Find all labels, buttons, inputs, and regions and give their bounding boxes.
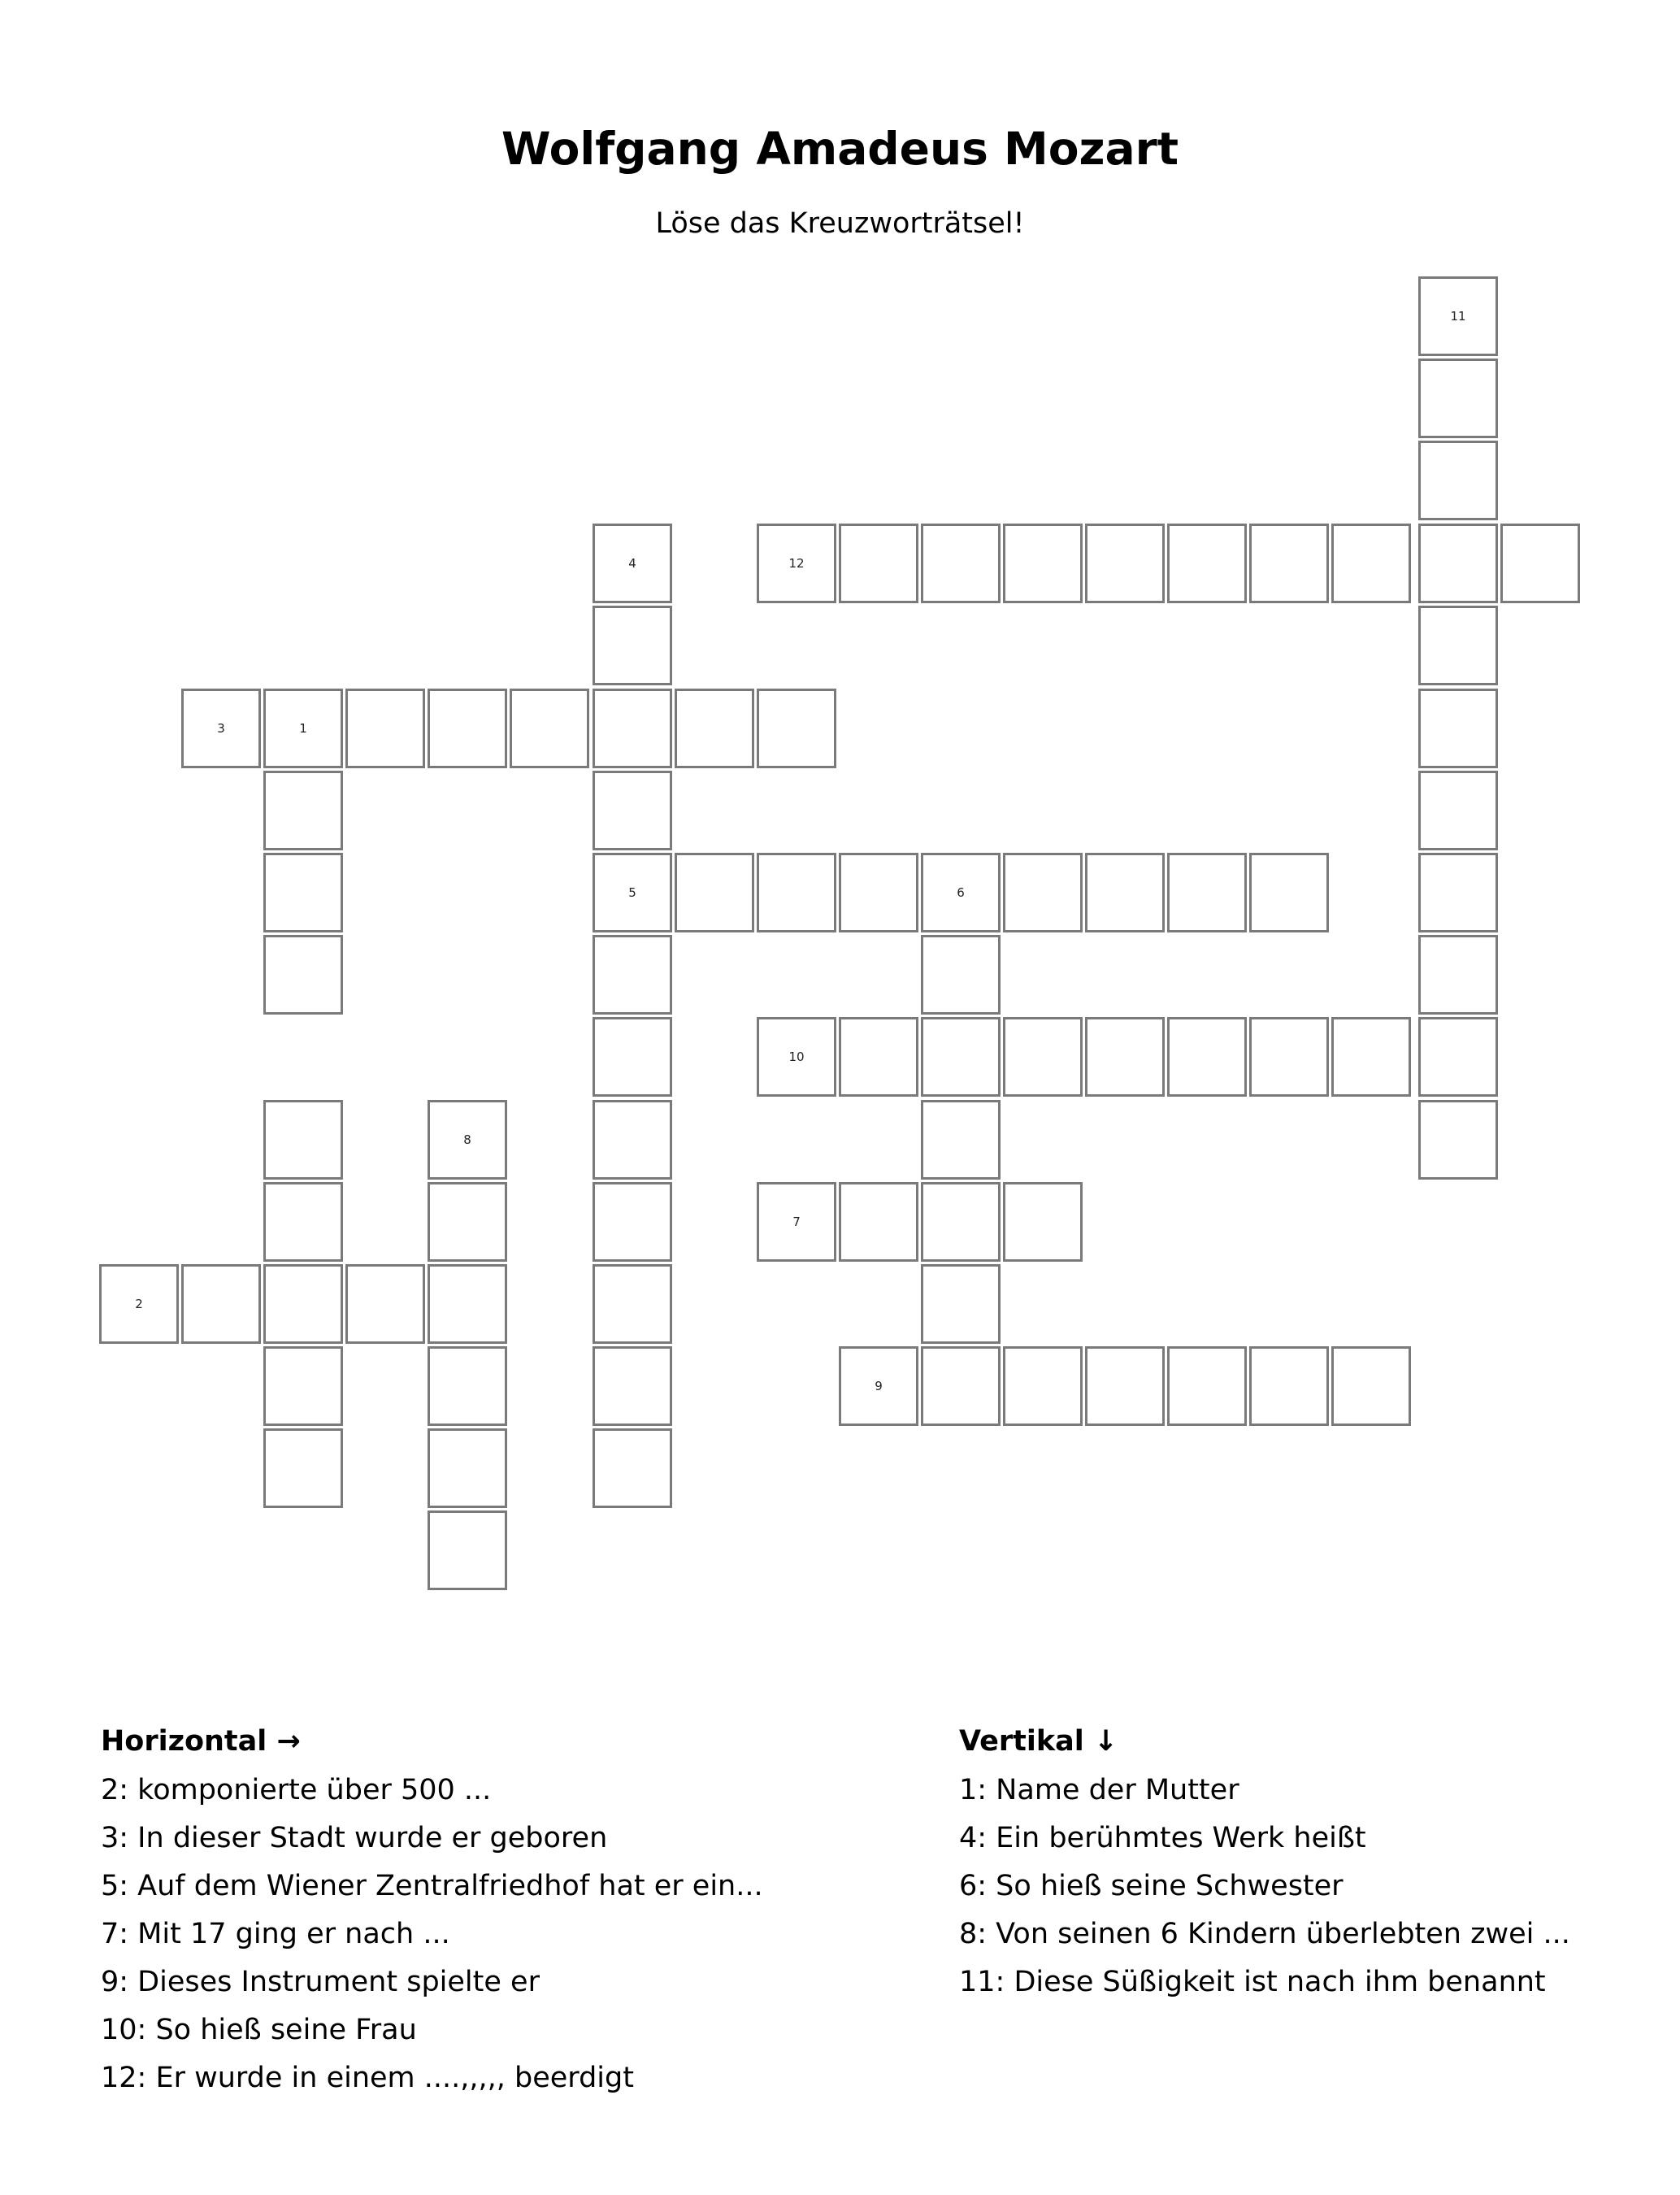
clue-horizontal-12: 12: Er wurde in einem ....,,,,, beerdigt	[101, 2062, 634, 2094]
crossword-cell[interactable]	[1085, 1017, 1165, 1097]
crossword-cell[interactable]	[593, 771, 672, 850]
crossword-cell[interactable]	[593, 1100, 672, 1180]
crossword-cell[interactable]	[1418, 276, 1498, 356]
crossword-cell[interactable]	[921, 1100, 1001, 1180]
crossword-cell[interactable]	[921, 853, 1001, 932]
crossword-cell[interactable]	[675, 853, 754, 932]
clue-number: 11	[1450, 309, 1466, 324]
clue-vertical-8: 8: Von seinen 6 Kindern überlebten zwei ...	[959, 1918, 1570, 1950]
crossword-cell[interactable]	[593, 1428, 672, 1508]
crossword-cell[interactable]	[757, 1017, 836, 1097]
crossword-cell[interactable]	[1167, 524, 1247, 603]
crossword-cell[interactable]	[1418, 853, 1498, 932]
crossword-cell[interactable]	[593, 1264, 672, 1344]
crossword-cell[interactable]	[99, 1264, 179, 1344]
crossword-cell[interactable]	[757, 524, 836, 603]
crossword-cell[interactable]	[921, 1017, 1001, 1097]
crossword-cell[interactable]	[1418, 359, 1498, 438]
crossword-cell[interactable]	[428, 1100, 507, 1180]
crossword-cell[interactable]	[263, 935, 343, 1015]
clue-horizontal-5: 5: Auf dem Wiener Zentralfriedhof hat er ein...	[101, 1870, 763, 1902]
crossword-cell[interactable]	[181, 1264, 261, 1344]
crossword-cell[interactable]	[428, 689, 507, 768]
crossword-cell[interactable]	[839, 853, 918, 932]
crossword-cell[interactable]	[345, 1264, 425, 1344]
crossword-cell[interactable]	[1331, 1017, 1411, 1097]
crossword-cell[interactable]	[757, 1182, 836, 1262]
crossword-cell[interactable]	[1003, 853, 1083, 932]
crossword-cell[interactable]	[1418, 606, 1498, 685]
horizontal-heading: Horizontal →	[101, 1725, 301, 1758]
crossword-cell[interactable]	[839, 1017, 918, 1097]
vertical-heading: Vertikal ↓	[959, 1725, 1118, 1758]
clue-number: 6	[957, 885, 965, 900]
crossword-cell[interactable]	[921, 1264, 1001, 1344]
crossword-cell[interactable]	[1418, 524, 1498, 603]
crossword-cell[interactable]	[428, 1182, 507, 1262]
crossword-cell[interactable]	[1500, 524, 1580, 603]
crossword-cell[interactable]	[593, 524, 672, 603]
clue-vertical-4: 4: Ein berühmtes Werk heißt	[959, 1822, 1366, 1854]
crossword-cell[interactable]	[1249, 853, 1329, 932]
page-title: Wolfgang Amadeus Mozart	[501, 123, 1179, 175]
clue-number: 12	[788, 556, 805, 571]
crossword-cell[interactable]	[263, 1264, 343, 1344]
crossword-cell[interactable]	[839, 524, 918, 603]
crossword-cell[interactable]	[1418, 689, 1498, 768]
crossword-cell[interactable]	[263, 1428, 343, 1508]
horizontal-clues	[101, 1722, 763, 2106]
crossword-cell[interactable]	[263, 1182, 343, 1262]
crossword-cell[interactable]	[1003, 524, 1083, 603]
crossword-cell[interactable]	[1003, 1017, 1083, 1097]
crossword-cell[interactable]	[675, 689, 754, 768]
crossword-cell[interactable]	[1085, 524, 1165, 603]
crossword-cell[interactable]	[510, 689, 589, 768]
clue-number: 7	[792, 1215, 801, 1229]
crossword-cell[interactable]	[263, 853, 343, 932]
crossword-cell[interactable]	[757, 689, 836, 768]
crossword-cell[interactable]	[593, 1346, 672, 1426]
crossword-cell[interactable]	[839, 1346, 918, 1426]
clue-number: 8	[463, 1132, 471, 1147]
crossword-cell[interactable]	[1249, 1017, 1329, 1097]
crossword-cell[interactable]	[593, 606, 672, 685]
crossword-cell[interactable]	[428, 1264, 507, 1344]
crossword-cell[interactable]	[1418, 935, 1498, 1015]
crossword-cell[interactable]	[1249, 1346, 1329, 1426]
crossword-cell[interactable]	[1085, 1346, 1165, 1426]
crossword-cell[interactable]	[1085, 853, 1165, 932]
crossword-cell[interactable]	[428, 1346, 507, 1426]
clue-number: 5	[628, 885, 636, 900]
clue-horizontal-2: 2: komponierte über 500 ...	[101, 1774, 492, 1806]
crossword-cell[interactable]	[263, 1100, 343, 1180]
crossword-cell[interactable]	[1167, 1346, 1247, 1426]
clue-vertical-11: 11: Diese Süßigkeit ist nach ihm benannt	[959, 1966, 1546, 1998]
crossword-cell[interactable]	[921, 524, 1001, 603]
crossword-cell[interactable]	[1331, 1346, 1411, 1426]
crossword-cell[interactable]	[263, 1346, 343, 1426]
clue-horizontal-3: 3: In dieser Stadt wurde er geboren	[101, 1822, 608, 1854]
clue-number: 10	[788, 1050, 805, 1064]
clue-horizontal-7: 7: Mit 17 ging er nach ...	[101, 1918, 450, 1950]
clue-vertical-6: 6: So hieß seine Schwester	[959, 1870, 1344, 1902]
clue-number: 2	[135, 1297, 143, 1311]
crossword-cell[interactable]	[757, 853, 836, 932]
clue-number: 9	[875, 1379, 883, 1393]
crossword-cell[interactable]	[1003, 1346, 1083, 1426]
clue-horizontal-10: 10: So hieß seine Frau	[101, 2014, 417, 2046]
crossword-cell[interactable]	[593, 853, 672, 932]
crossword-cell[interactable]	[1003, 1182, 1083, 1262]
crossword-cell[interactable]	[345, 689, 425, 768]
crossword-cell[interactable]	[1418, 1017, 1498, 1097]
crossword-cell[interactable]	[1418, 771, 1498, 850]
crossword-cell[interactable]	[1418, 441, 1498, 520]
crossword-cell[interactable]	[428, 1428, 507, 1508]
clue-horizontal-9: 9: Dieses Instrument spielte er	[101, 1966, 540, 1998]
clue-vertical-1: 1: Name der Mutter	[959, 1774, 1239, 1806]
crossword-cell[interactable]	[921, 935, 1001, 1015]
crossword-cell[interactable]	[593, 689, 672, 768]
page-subtitle: Löse das Kreuzworträtsel!	[655, 207, 1025, 240]
crossword-cell[interactable]	[1418, 1100, 1498, 1180]
crossword-cell[interactable]	[1331, 524, 1411, 603]
crossword-cell[interactable]	[921, 1346, 1001, 1426]
crossword-cell[interactable]	[428, 1510, 507, 1590]
crossword-cell[interactable]	[263, 689, 343, 768]
crossword-cell[interactable]	[181, 689, 261, 768]
vertical-clues	[959, 1722, 1570, 2010]
crossword-cell[interactable]	[593, 1182, 672, 1262]
crossword-cell[interactable]	[1167, 1017, 1247, 1097]
crossword-cell[interactable]	[263, 771, 343, 850]
crossword-cell[interactable]	[1167, 853, 1247, 932]
crossword-cell[interactable]	[593, 1017, 672, 1097]
clue-number: 1	[299, 721, 307, 736]
clue-number: 4	[628, 556, 636, 571]
crossword-cell[interactable]	[1249, 524, 1329, 603]
crossword-cell[interactable]	[593, 935, 672, 1015]
crossword-cell[interactable]	[921, 1182, 1001, 1262]
crossword-cell[interactable]	[839, 1182, 918, 1262]
clue-number: 3	[217, 721, 225, 736]
